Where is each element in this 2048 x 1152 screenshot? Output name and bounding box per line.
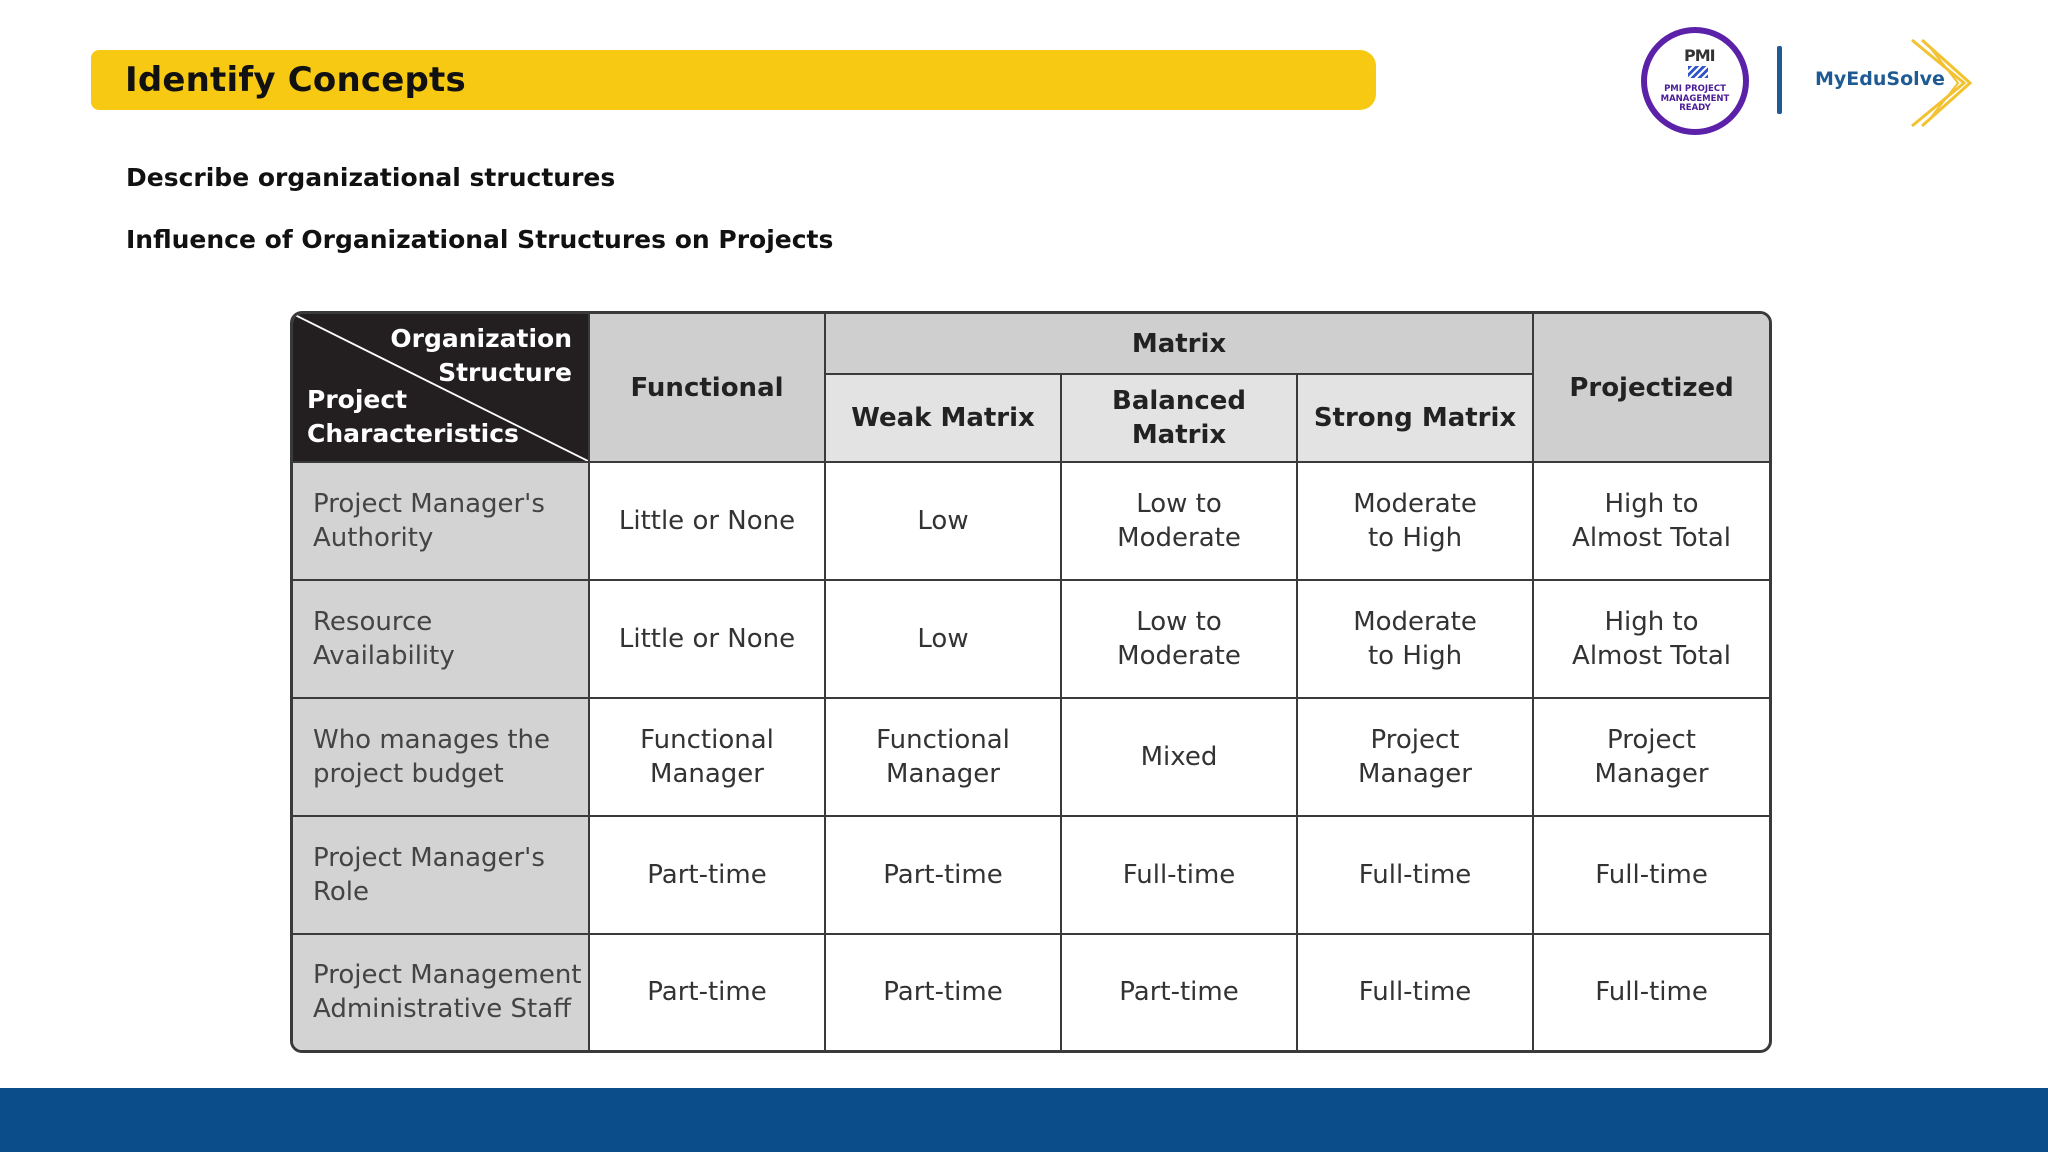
row-label: Who manages the project budget	[293, 698, 589, 816]
table-row	[293, 816, 1769, 934]
table-cell: High to Almost Total	[1533, 462, 1769, 580]
pmi-mark: PMI	[1684, 46, 1715, 65]
table-cell: Part-time	[589, 934, 825, 1050]
table-cell: Little or None	[589, 462, 825, 580]
row-label: Resource Availability	[293, 580, 589, 698]
table-row	[293, 934, 1769, 1050]
table-row	[293, 462, 1769, 580]
header-functional: Functional	[589, 314, 825, 462]
subtitle-influence: Influence of Organizational Structures on Projects	[126, 225, 834, 254]
table-cell: Full-time	[1061, 816, 1297, 934]
page-title: Identify Concepts	[125, 60, 466, 100]
table-cell: Part-time	[825, 816, 1061, 934]
row-label: Project Management Administrative Staff	[293, 934, 589, 1050]
table-cell: Mixed	[1061, 698, 1297, 816]
row-label: Project Manager's Role	[293, 816, 589, 934]
header-balanced-matrix: Balanced Matrix	[1061, 374, 1297, 462]
table-cell: Low	[825, 580, 1061, 698]
table-row	[293, 580, 1769, 698]
header-weak-matrix: Weak Matrix	[825, 374, 1061, 462]
logo-divider	[1777, 46, 1782, 114]
table-cell: Project Manager	[1533, 698, 1769, 816]
header-matrix: Matrix	[825, 314, 1533, 374]
table-corner-header	[293, 314, 589, 462]
table-cell: Low to Moderate	[1061, 462, 1297, 580]
table-cell: Full-time	[1533, 816, 1769, 934]
pmi-badge-logo	[1641, 27, 1749, 135]
table-cell: Full-time	[1297, 816, 1533, 934]
table-cell: Moderate to High	[1297, 580, 1533, 698]
row-label: Project Manager's Authority	[293, 462, 589, 580]
table-row	[293, 698, 1769, 816]
table-cell: Part-time	[825, 934, 1061, 1050]
myedusolve-logo-text: MyEduSolve	[1815, 68, 1945, 90]
table-cell: Project Manager	[1297, 698, 1533, 816]
table-cell: Full-time	[1297, 934, 1533, 1050]
header-projectized: Projectized	[1533, 314, 1769, 462]
table-cell: Full-time	[1533, 934, 1769, 1050]
footer-bar	[0, 1088, 2048, 1152]
corner-organization-structure: Organization Structure	[390, 324, 572, 387]
subtitle-describe: Describe organizational structures	[126, 163, 616, 192]
table-cell: Moderate to High	[1297, 462, 1533, 580]
table-cell: Functional Manager	[589, 698, 825, 816]
table-cell: Part-time	[1061, 934, 1297, 1050]
table-cell: Little or None	[589, 580, 825, 698]
table-cell: High to Almost Total	[1533, 580, 1769, 698]
table-cell: Low to Moderate	[1061, 580, 1297, 698]
header-strong-matrix: Strong Matrix	[1297, 374, 1533, 462]
corner-project-characteristics: Project Characteristics	[307, 385, 519, 448]
pmi-shards-icon	[1688, 66, 1708, 78]
title-banner	[91, 50, 1376, 110]
table-cell: Functional Manager	[825, 698, 1061, 816]
pmi-badge-text: PMI PROJECT MANAGEMENT READY	[1660, 84, 1730, 113]
table-cell: Part-time	[589, 816, 825, 934]
table-cell: Low	[825, 462, 1061, 580]
org-structure-table	[290, 311, 1772, 1053]
